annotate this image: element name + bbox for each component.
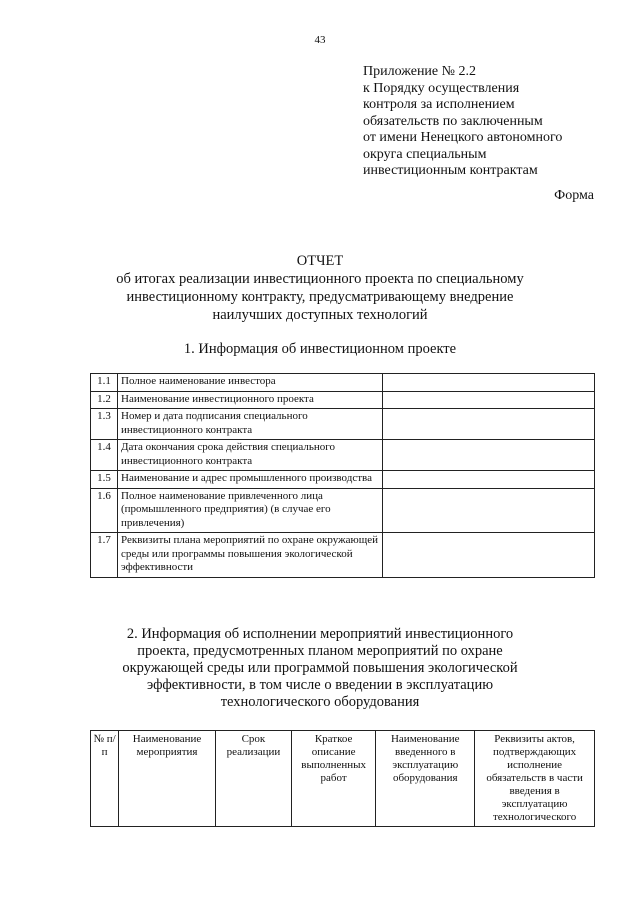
row-number: 1.3	[91, 409, 118, 440]
row-number: 1.2	[91, 391, 118, 409]
annex-line: инвестиционным контрактам	[363, 163, 538, 178]
report-title-line: наилучших доступных технологий	[212, 307, 428, 323]
report-title-line: инвестиционному контракту, предусматривающему внедрение	[126, 289, 514, 305]
row-value-cell	[383, 471, 595, 489]
section2-heading-line: проекта, предусмотренных планом мероприятий по охране	[137, 643, 503, 659]
row-value-cell	[383, 488, 595, 533]
project-info-table	[90, 373, 595, 578]
section1-heading: 1. Информация об инвестиционном проекте	[183, 341, 457, 357]
row-label: Наименование и адрес промышленного производства	[118, 471, 383, 489]
table-row	[91, 533, 595, 578]
row-number: 1.1	[91, 374, 118, 392]
annex-line: округа специальным	[363, 146, 487, 162]
report-title-heading: ОТЧЕТ	[296, 253, 344, 269]
annex-line: к Порядку осуществления	[363, 80, 520, 96]
column-header-term: Срок реализации	[215, 731, 291, 827]
row-value-cell	[383, 391, 595, 409]
row-label: Реквизиты плана мероприятий по охране окружающей среды или программы повышения экологической эффективности	[118, 533, 383, 578]
section2-heading-line: окружающей среды или программой повышения экологической	[122, 660, 518, 676]
row-label: Полное наименование инвестора	[118, 374, 383, 392]
table-header-row	[91, 731, 595, 827]
section2-heading-line: 2. Информация об исполнении мероприятий инвестиционного	[126, 626, 514, 642]
column-header-measure-name: Наименование мероприятия	[119, 731, 216, 827]
table-row	[91, 440, 595, 471]
table-row	[91, 409, 595, 440]
row-value-cell	[383, 533, 595, 578]
row-label: Дата окончания срока действия специального инвестиционного контракта	[118, 440, 383, 471]
column-header-equipment: Наименование введенного в эксплуатацию оборудования	[376, 731, 475, 827]
annex-line: Приложение № 2.2	[363, 64, 476, 79]
row-value-cell	[383, 440, 595, 471]
annex-line: обязательств по заключенным	[363, 113, 543, 129]
row-number: 1.5	[91, 471, 118, 489]
row-label: Полное наименование привлеченного лица (промышленного предприятия) (в случае его привлечения)	[118, 488, 383, 533]
annex-line: от имени Ненецкого автономного	[363, 130, 563, 145]
table-row	[91, 391, 595, 409]
form-label: Форма	[554, 188, 594, 203]
section2-heading-line: эффективности, в том числе о введении в эксплуатацию	[146, 677, 494, 693]
table-row	[91, 488, 595, 533]
section2-heading-line: технологического оборудования	[220, 694, 420, 710]
table-row	[91, 374, 595, 392]
row-number: 1.4	[91, 440, 118, 471]
report-title	[0, 252, 640, 324]
report-title-line: об итогах реализации инвестиционного проекта по специальному	[116, 271, 524, 287]
annex-reference	[363, 64, 562, 180]
row-label: Номер и дата подписания специального инвестиционного контракта	[118, 409, 383, 440]
row-value-cell	[383, 374, 595, 392]
section2-heading	[0, 626, 640, 711]
row-value-cell	[383, 409, 595, 440]
row-label: Наименование инвестиционного проекта	[118, 391, 383, 409]
table-row	[91, 471, 595, 489]
page-number: 43	[314, 34, 326, 46]
row-number: 1.6	[91, 488, 118, 533]
measures-table	[90, 730, 595, 827]
annex-line: контроля за исполнением	[363, 97, 515, 112]
column-header-description: Краткое описание выполненных работ	[291, 731, 375, 827]
column-header-acts: Реквизиты актов, подтверждающих исполнение обязательств в части введения в эксплуатацию технологического	[475, 731, 595, 827]
row-number: 1.7	[91, 533, 118, 578]
column-header-number: № п/п	[91, 731, 119, 827]
